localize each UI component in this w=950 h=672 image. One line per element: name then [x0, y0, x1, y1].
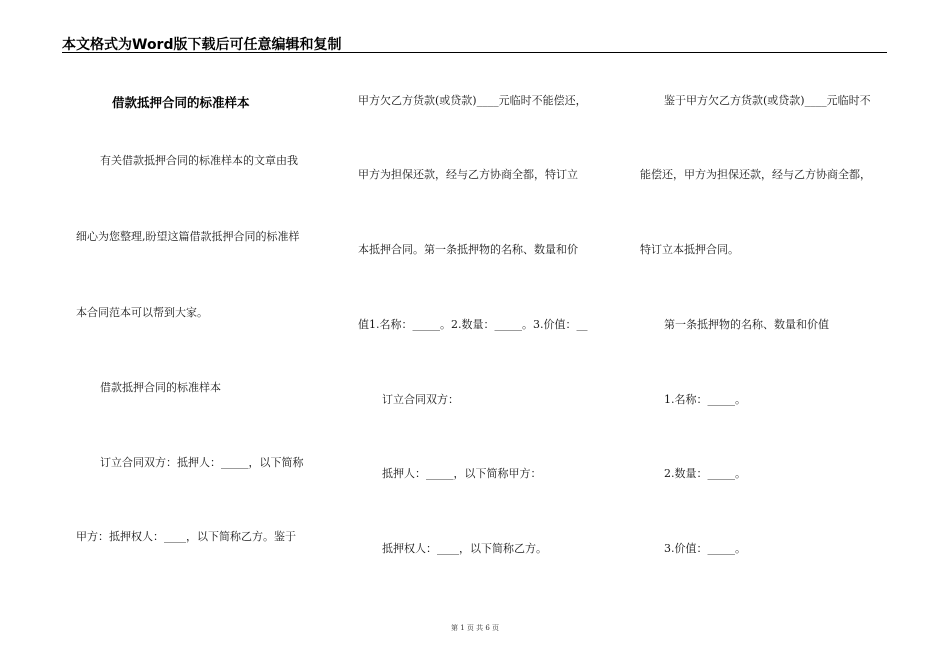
- left-paragraph-line: 本合同范本可以帮到大家。: [76, 306, 208, 319]
- right-paragraph-line: 能偿还，甲方为担保还款，经与乙方协商全都，: [640, 168, 871, 181]
- page-number: 第 1 页 共 6 页: [450, 624, 500, 632]
- right-paragraph-line: 3.价值：_____。: [664, 542, 746, 555]
- middle-paragraph-line: 值1.名称：_____。2.数量：_____。3.价值：__: [358, 318, 588, 331]
- document-header-title: 本文格式为Word版下载后可任意编辑和复制: [62, 37, 342, 53]
- right-paragraph-line: 第一条抵押物的名称、数量和价值: [664, 318, 829, 331]
- middle-paragraph-line: 甲方为担保还款，经与乙方协商全都，特订立: [358, 168, 578, 181]
- document-title: 借款抵押合同的标准样本: [112, 95, 250, 110]
- middle-paragraph-line: 抵押人：_____，以下简称甲方：: [382, 467, 542, 480]
- left-paragraph-line: 借款抵押合同的标准样本: [100, 381, 221, 394]
- middle-paragraph-line: 本抵押合同。第一条抵押物的名称、数量和价: [358, 243, 578, 256]
- middle-paragraph-line: 订立合同双方：: [382, 393, 459, 406]
- left-paragraph-line: 有关借款抵押合同的标准样本的文章由我: [100, 154, 298, 167]
- right-paragraph-line: 鉴于甲方欠乙方货款(或贷款)____元临时不: [664, 94, 871, 107]
- right-paragraph-line: 2.数量：_____。: [664, 467, 746, 480]
- middle-paragraph-line: 甲方欠乙方货款(或贷款)____元临时不能偿还，: [358, 94, 587, 107]
- header-divider: [62, 52, 887, 53]
- left-paragraph-line: 细心为您整理,盼望这篇借款抵押合同的标准样: [76, 230, 300, 243]
- middle-paragraph-line: 抵押权人：____，以下简称乙方。: [382, 542, 547, 555]
- left-paragraph-line: 订立合同双方：抵押人：_____，以下简称: [100, 456, 304, 469]
- right-paragraph-line: 1.名称：_____。: [664, 393, 746, 406]
- left-paragraph-line: 甲方：抵押权人：____，以下简称乙方。鉴于: [76, 530, 296, 543]
- right-paragraph-line: 特订立本抵押合同。: [640, 243, 739, 256]
